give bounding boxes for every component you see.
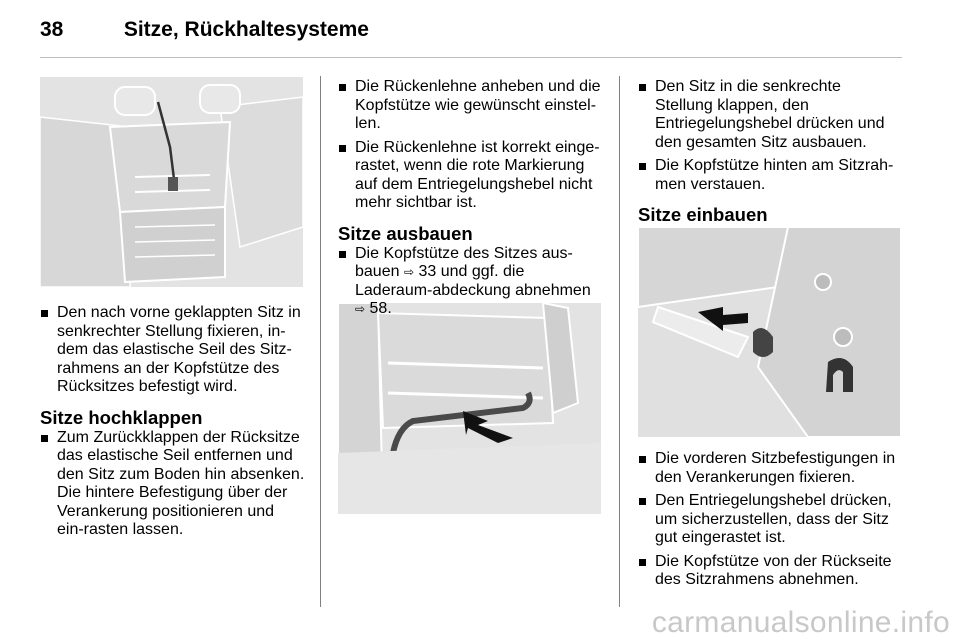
column-3-lower (638, 450, 903, 595)
column-divider-1 (320, 76, 321, 607)
section-heading-sitze-einbauen: Sitze einbauen (638, 204, 768, 225)
list-item: Den Entriegelungshebel drücken, um sicherzustellen, dass der Sitz gut eingerastet ist. (638, 492, 903, 548)
page-ref-icon: ⇨ (355, 302, 366, 316)
seat-frame-illustration (338, 303, 601, 514)
section-heading-sitze-ausbauen: Sitze ausbauen (338, 222, 473, 244)
column-divider-2 (619, 76, 620, 607)
page-header (40, 18, 369, 42)
column-2 (338, 78, 603, 324)
page-title: Sitze, Rückhaltesysteme (123, 18, 369, 41)
section-heading-sitze-hochklappen: Sitze hochklappen (40, 406, 203, 428)
page-ref-icon: ⇨ (403, 265, 415, 279)
seat-anchor-illustration (638, 227, 901, 437)
list-item: Die Kopfstütze des Sitzes aus-bauen ⇨ 33 und ggf. die Laderaum-abdeckung abnehmen ⇨ 58. (338, 245, 603, 319)
watermark: carmanualsonline.info (651, 606, 950, 639)
list-item: Die Rückenlehne anheben und die Kopfstütze wie gewünscht einstel-len. (338, 78, 603, 134)
list-item: Die Kopfstütze hinten am Sitzrah-men verstauen. (638, 157, 903, 194)
page-ref-link[interactable]: 58. (369, 300, 392, 317)
seat-folded-illustration (40, 77, 303, 287)
list-item: Die Rückenlehne ist korrekt einge-rastet, wenn die rote Markierung auf dem Entriegelungshebel nicht mehr sichtbar ist. (338, 139, 603, 213)
page-number: 38 (40, 18, 64, 41)
column-1 (40, 304, 305, 545)
list-item: Zum Zurückklappen der Rücksitze das elastische Seil entfernen und den Sitz zum Boden hin absenken. Die hintere Befestigung über der Verankerung positionieren und ein-rasten lassen. (40, 429, 305, 540)
header-rule (40, 57, 902, 58)
list-item: Die vorderen Sitzbefestigungen in den Verankerungen fixieren. (638, 450, 903, 487)
column-3 (638, 78, 903, 226)
page-ref-link[interactable]: 33 (418, 263, 437, 280)
list-item: Den nach vorne geklappten Sitz in senkrechter Stellung fixieren, in-dem das elastische Seil des Sitz-rahmens an der Kopfstütze des Rücksitzes befestigt wird. (40, 304, 305, 397)
list-item: Den Sitz in die senkrechte Stellung klappen, den Entriegelungshebel drücken und den gesamten Sitz ausbauen. (638, 78, 903, 152)
list-item: Die Kopfstütze von der Rückseite des Sitzrahmens abnehmen. (638, 553, 903, 590)
